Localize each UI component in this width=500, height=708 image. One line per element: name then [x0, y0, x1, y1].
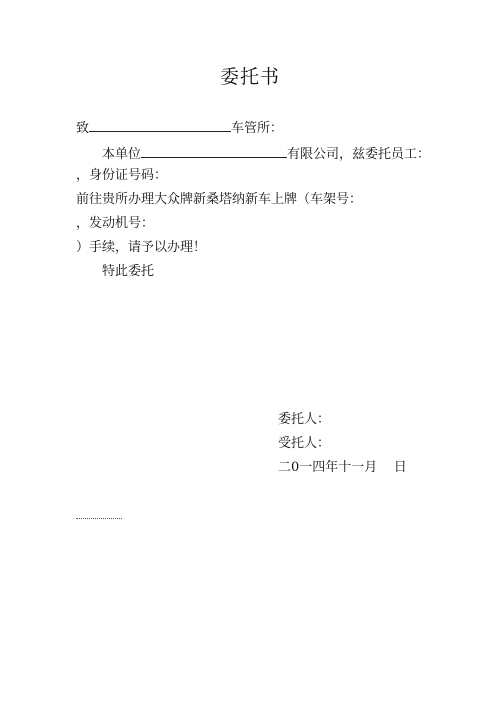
footnote-separator	[76, 518, 122, 519]
addressee-suffix: 车管所：	[231, 121, 284, 136]
document-title: 委托书	[219, 66, 280, 88]
principal-label: 委托人：	[278, 412, 331, 427]
company-blank	[141, 144, 287, 158]
id-number-line: ，身份证号码：	[76, 168, 168, 183]
addressee-prefix: 致	[76, 121, 90, 136]
company-prefix: 本单位	[102, 147, 142, 162]
addressee-line	[76, 118, 283, 137]
agent-label: 受托人：	[278, 436, 331, 451]
date-line: 二0一四年十一月 日	[278, 460, 407, 475]
closing-line: 特此委托	[102, 264, 155, 279]
purpose-line: 前往贵所办理大众牌新桑塔纳新车上牌（车架号：	[76, 192, 363, 207]
addressee-blank	[89, 118, 231, 132]
engine-number-line: ，发动机号：	[76, 216, 155, 231]
company-line	[102, 144, 430, 163]
request-line: ）手续，请予以办理！	[76, 240, 207, 255]
company-suffix: 有限公司，兹委托员工：	[287, 147, 431, 162]
